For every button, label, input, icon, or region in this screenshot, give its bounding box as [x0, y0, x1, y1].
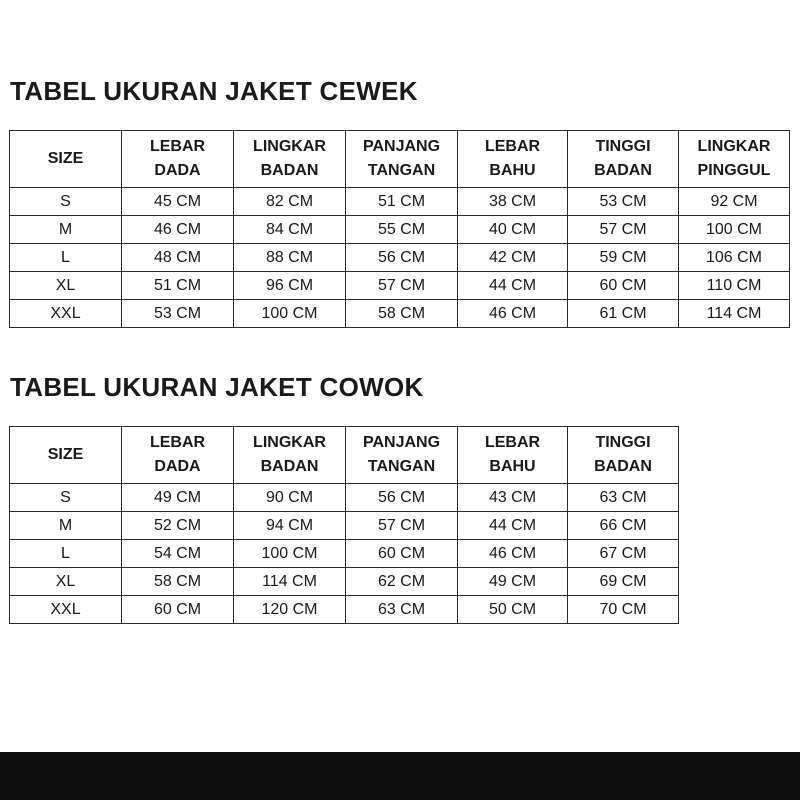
lebar-bahu-cell: 44 CM [458, 512, 568, 540]
tinggi-badan-cell: 60 CM [568, 272, 679, 300]
panjang-tangan-cell: 63 CM [346, 596, 458, 624]
lingkar-badan-cell: 94 CM [234, 512, 346, 540]
bottom-dark-bar [0, 752, 800, 800]
tinggi-badan-cell: 70 CM [568, 596, 679, 624]
lebar-bahu-cell: 46 CM [458, 300, 568, 328]
cowok-table-title: TABEL UKURAN JAKET COWOK [10, 372, 424, 402]
lebar-dada-cell: 53 CM [122, 300, 234, 328]
lebar-dada-cell: 45 CM [122, 188, 234, 216]
size-cell: M [10, 216, 122, 244]
header-label-line1: LINGKAR [253, 434, 326, 451]
table-row [10, 540, 679, 568]
tinggi-badan-cell: 53 CM [568, 188, 679, 216]
lingkar-badan-cell: 114 CM [234, 568, 346, 596]
header-tinggi-badan [568, 131, 679, 188]
header-tinggi-badan [568, 427, 679, 484]
tinggi-badan-cell: 63 CM [568, 484, 679, 512]
table-row [10, 244, 790, 272]
header-lebar-bahu [458, 131, 568, 188]
lebar-dada-cell: 54 CM [122, 540, 234, 568]
header-label-line2: BADAN [594, 458, 652, 475]
lingkar-badan-cell: 88 CM [234, 244, 346, 272]
size-cell: S [10, 484, 122, 512]
lebar-bahu-cell: 38 CM [458, 188, 568, 216]
header-label-line1: TINGGI [595, 138, 651, 155]
header-label-line1: LEBAR [484, 434, 541, 451]
table-row [10, 188, 790, 216]
header-panjang-tangan [346, 131, 458, 188]
lingkar-badan-cell: 84 CM [234, 216, 346, 244]
cewek-header-row [10, 131, 790, 188]
size-cell: XL [10, 272, 122, 300]
tinggi-badan-cell: 59 CM [568, 244, 679, 272]
size-cell: L [10, 244, 122, 272]
lingkar-badan-cell: 96 CM [234, 272, 346, 300]
header-label-line2: BAHU [489, 162, 536, 179]
lingkar-pinggul-cell: 92 CM [679, 188, 790, 216]
table-row [10, 484, 679, 512]
size-cell: XXL [10, 596, 122, 624]
header-label-line1: PANJANG [362, 434, 441, 451]
header-label-line1: LINGKAR [697, 138, 771, 155]
panjang-tangan-cell: 57 CM [346, 272, 458, 300]
table-row [10, 300, 790, 328]
panjang-tangan-cell: 60 CM [346, 540, 458, 568]
panjang-tangan-cell: 56 CM [346, 244, 458, 272]
lingkar-badan-cell: 100 CM [234, 540, 346, 568]
lingkar-pinggul-cell: 100 CM [679, 216, 790, 244]
tinggi-badan-cell: 66 CM [568, 512, 679, 540]
lebar-dada-cell: 49 CM [122, 484, 234, 512]
lingkar-badan-cell: 100 CM [234, 300, 346, 328]
header-label-line1: LEBAR [149, 138, 206, 155]
header-label-line1: LEBAR [484, 138, 541, 155]
lebar-dada-cell: 46 CM [122, 216, 234, 244]
tinggi-badan-cell: 61 CM [568, 300, 679, 328]
header-lingkar-pinggul [679, 131, 790, 188]
lebar-bahu-cell: 46 CM [458, 540, 568, 568]
lebar-dada-cell: 58 CM [122, 568, 234, 596]
lebar-bahu-cell: 40 CM [458, 216, 568, 244]
header-label-line2: DADA [154, 162, 201, 179]
header-lingkar-badan [234, 427, 346, 484]
header-lebar-bahu [458, 427, 568, 484]
cewek-size-table [9, 130, 790, 328]
size-cell: S [10, 188, 122, 216]
lingkar-pinggul-cell: 106 CM [679, 244, 790, 272]
header-label-line2: BADAN [260, 162, 319, 179]
header-size [10, 427, 122, 484]
header-panjang-tangan [346, 427, 458, 484]
panjang-tangan-cell: 51 CM [346, 188, 458, 216]
header-label-line2: DADA [154, 458, 201, 475]
size-cell: XXL [10, 300, 122, 328]
header-label-line1: LINGKAR [253, 138, 326, 155]
table-row [10, 216, 790, 244]
header-lebar-dada [122, 427, 234, 484]
header-lingkar-badan [234, 131, 346, 188]
header-label-line2: BADAN [260, 458, 319, 475]
size-cell: L [10, 540, 122, 568]
tinggi-badan-cell: 67 CM [568, 540, 679, 568]
lebar-dada-cell: 48 CM [122, 244, 234, 272]
lebar-bahu-cell: 43 CM [458, 484, 568, 512]
panjang-tangan-cell: 55 CM [346, 216, 458, 244]
header-label-line2: TANGAN [367, 162, 436, 179]
lebar-dada-cell: 60 CM [122, 596, 234, 624]
header-label-line2: PINGGUL [697, 162, 771, 179]
tinggi-badan-cell: 69 CM [568, 568, 679, 596]
header-label-line1: TINGGI [595, 434, 651, 451]
header-label-line2: TANGAN [367, 458, 436, 475]
lingkar-pinggul-cell: 114 CM [679, 300, 790, 328]
table-row [10, 272, 790, 300]
header-label-line1: PANJANG [362, 138, 441, 155]
lebar-bahu-cell: 44 CM [458, 272, 568, 300]
table-row [10, 568, 679, 596]
header-label-line1: LEBAR [149, 434, 206, 451]
lebar-dada-cell: 51 CM [122, 272, 234, 300]
cowok-size-table [9, 426, 679, 624]
header-size [10, 131, 122, 188]
lebar-dada-cell: 52 CM [122, 512, 234, 540]
header-label: SIZE [47, 150, 84, 167]
size-cell: XL [10, 568, 122, 596]
panjang-tangan-cell: 58 CM [346, 300, 458, 328]
lebar-bahu-cell: 50 CM [458, 596, 568, 624]
lingkar-badan-cell: 90 CM [234, 484, 346, 512]
table-row [10, 512, 679, 540]
header-label: SIZE [47, 446, 84, 463]
tinggi-badan-cell: 57 CM [568, 216, 679, 244]
lingkar-pinggul-cell: 110 CM [679, 272, 790, 300]
cowok-header-row [10, 427, 679, 484]
header-lebar-dada [122, 131, 234, 188]
lebar-bahu-cell: 49 CM [458, 568, 568, 596]
size-cell: M [10, 512, 122, 540]
table-row [10, 596, 679, 624]
header-label-line2: BAHU [489, 458, 536, 475]
panjang-tangan-cell: 57 CM [346, 512, 458, 540]
lingkar-badan-cell: 82 CM [234, 188, 346, 216]
panjang-tangan-cell: 56 CM [346, 484, 458, 512]
cewek-table-title: TABEL UKURAN JAKET CEWEK [10, 76, 418, 106]
panjang-tangan-cell: 62 CM [346, 568, 458, 596]
lingkar-badan-cell: 120 CM [234, 596, 346, 624]
header-label-line2: BADAN [594, 162, 652, 179]
lebar-bahu-cell: 42 CM [458, 244, 568, 272]
